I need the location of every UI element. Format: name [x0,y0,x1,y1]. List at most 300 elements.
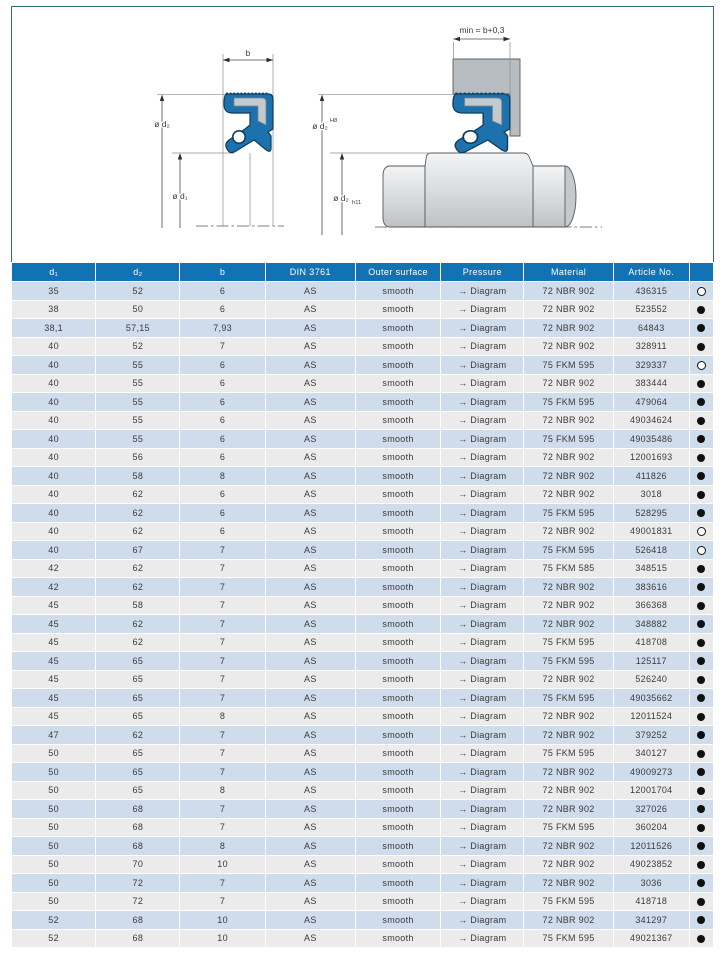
availability-dot [697,713,705,721]
cell-availability [690,412,713,430]
cell-d2: 62 [96,523,179,541]
cell-outer-surface: smooth [356,800,440,818]
cell-material: 72 NBR 902 [524,874,612,892]
cell-d2: 50 [96,301,179,319]
cell-din: AS [266,634,355,652]
cell-pressure[interactable]: → Diagram [441,597,523,615]
table-row [12,837,713,855]
cell-article-no: 383616 [614,578,689,596]
cell-d2: 67 [96,541,179,559]
cell-outer-surface: smooth [356,837,440,855]
cell-outer-surface: smooth [356,449,440,467]
cell-material: 75 FKM 595 [524,652,612,670]
cell-pressure[interactable]: → Diagram [441,430,523,448]
availability-dot [697,435,705,443]
shaft-center-section [425,153,533,227]
availability-dot [697,602,705,610]
cell-d2: 62 [96,634,179,652]
cell-pressure[interactable]: → Diagram [441,393,523,411]
shaft-right-section [533,166,565,227]
header-d1: d₁ [12,263,95,281]
cell-outer-surface: smooth [356,671,440,689]
cell-d1: 50 [12,800,95,818]
cell-d1: 45 [12,597,95,615]
cell-b: 6 [180,523,264,541]
cell-b: 6 [180,393,264,411]
cell-outer-surface: smooth [356,819,440,837]
cell-d2: 62 [96,560,179,578]
cell-material: 75 FKM 595 [524,430,612,448]
cell-din: AS [266,689,355,707]
cell-pressure[interactable]: → Diagram [441,634,523,652]
cell-din: AS [266,597,355,615]
cell-article-no: 327026 [614,800,689,818]
cell-pressure[interactable]: → Diagram [441,874,523,892]
cell-material: 72 NBR 902 [524,449,612,467]
cell-d1: 45 [12,652,95,670]
cell-article-no: 348515 [614,560,689,578]
cell-d2: 62 [96,486,179,504]
table-row [12,282,713,300]
seal-cross-section-diagram [12,7,713,261]
cell-article-no: 418718 [614,893,689,911]
cell-article-no: 49023852 [614,856,689,874]
availability-dot [697,935,705,943]
table-row [12,819,713,837]
cell-article-no: 329337 [614,356,689,374]
cell-din: AS [266,504,355,522]
cell-material: 72 NBR 902 [524,523,612,541]
cell-d1: 40 [12,375,95,393]
cell-material: 72 NBR 902 [524,782,612,800]
availability-dot [697,787,705,795]
cell-availability [690,523,713,541]
availability-dot [697,639,705,647]
table-row [12,800,713,818]
dim-label-min: min = b+0,3 [459,25,505,35]
availability-dot [697,694,705,702]
availability-dot [697,657,705,665]
cell-pressure[interactable]: → Diagram [441,504,523,522]
cell-article-no: 436315 [614,282,689,300]
cell-outer-surface: smooth [356,782,440,800]
cell-pressure[interactable]: → Diagram [441,615,523,633]
cell-article-no: 12011526 [614,837,689,855]
table-row [12,671,713,689]
cell-outer-surface: smooth [356,560,440,578]
dim-label-d2h8: ø d₂ [312,121,328,131]
cell-d1: 45 [12,671,95,689]
availability-dot [697,879,705,887]
cell-material: 75 FKM 595 [524,634,612,652]
cell-material: 75 FKM 595 [524,356,612,374]
availability-dot [697,380,705,388]
cell-outer-surface: smooth [356,504,440,522]
cell-b: 8 [180,782,264,800]
cell-material: 72 NBR 902 [524,375,612,393]
availability-dot [697,491,705,499]
cell-outer-surface: smooth [356,652,440,670]
dim-label-d1-left: ø d₁ [172,191,188,201]
table-row [12,856,713,874]
table-row [12,726,713,744]
table-row [12,893,713,911]
cell-b: 7 [180,634,264,652]
cell-outer-surface: smooth [356,319,440,337]
cell-outer-surface: smooth [356,541,440,559]
cell-availability [690,856,713,874]
cell-material: 72 NBR 902 [524,763,612,781]
availability-dot [697,620,705,628]
cell-article-no: 360204 [614,819,689,837]
cell-pressure[interactable]: → Diagram [441,319,523,337]
cell-material: 75 FKM 595 [524,893,612,911]
cell-availability [690,375,713,393]
cell-availability [690,671,713,689]
cell-outer-surface: smooth [356,615,440,633]
cell-outer-surface: smooth [356,523,440,541]
cell-availability [690,449,713,467]
cell-article-no: 12001693 [614,449,689,467]
table-row [12,467,713,485]
cell-material: 72 NBR 902 [524,319,612,337]
cell-availability [690,578,713,596]
cell-d2: 65 [96,745,179,763]
cell-material: 72 NBR 902 [524,486,612,504]
cell-outer-surface: smooth [356,282,440,300]
table-row [12,523,713,541]
cell-pressure[interactable]: → Diagram [441,523,523,541]
availability-dot [697,583,705,591]
table-row [12,393,713,411]
shaft-left-section [383,166,425,227]
cell-article-no: 526240 [614,671,689,689]
cell-din: AS [266,893,355,911]
cell-d2: 58 [96,597,179,615]
cell-d1: 50 [12,745,95,763]
cell-d2: 65 [96,763,179,781]
cell-din: AS [266,467,355,485]
availability-dot [697,676,705,684]
cell-b: 7 [180,800,264,818]
dim-tolerance-h11: h11 [352,200,362,206]
cell-b: 7,93 [180,319,264,337]
dim-label-d2-left: ø d₂ [154,119,170,129]
cell-d2: 57,15 [96,319,179,337]
table-row [12,449,713,467]
cell-din: AS [266,430,355,448]
cell-article-no: 341297 [614,911,689,929]
cell-availability [690,819,713,837]
cell-d1: 45 [12,634,95,652]
cell-availability [690,763,713,781]
cell-din: AS [266,874,355,892]
cell-b: 7 [180,338,264,356]
cell-article-no: 49021367 [614,930,689,948]
availability-dot [697,417,705,425]
availability-dot [697,916,705,924]
cell-availability [690,893,713,911]
table-header-row [12,263,713,281]
availability-dot [697,805,705,813]
cell-d2: 62 [96,504,179,522]
cell-d1: 50 [12,819,95,837]
cell-material: 72 NBR 902 [524,597,612,615]
cell-d1: 42 [12,560,95,578]
cell-outer-surface: smooth [356,375,440,393]
cell-pressure[interactable]: → Diagram [441,338,523,356]
cell-din: AS [266,301,355,319]
cell-pressure[interactable]: → Diagram [441,689,523,707]
cell-d1: 40 [12,412,95,430]
cell-article-no: 125117 [614,652,689,670]
cell-pressure[interactable]: → Diagram [441,819,523,837]
cell-availability [690,911,713,929]
cell-pressure[interactable]: → Diagram [441,578,523,596]
cell-d2: 62 [96,726,179,744]
cell-din: AS [266,652,355,670]
availability-dot [697,509,705,517]
cell-availability [690,338,713,356]
cell-material: 72 NBR 902 [524,615,612,633]
cell-availability [690,800,713,818]
cell-din: AS [266,282,355,300]
cell-availability [690,560,713,578]
cell-article-no: 328911 [614,338,689,356]
cell-outer-surface: smooth [356,856,440,874]
cell-din: AS [266,930,355,948]
cell-article-no: 12001704 [614,782,689,800]
cell-d1: 52 [12,930,95,948]
cell-article-no: 348882 [614,615,689,633]
cell-din: AS [266,745,355,763]
availability-dot [697,527,706,536]
cell-d2: 65 [96,782,179,800]
availability-dot [697,546,706,555]
cell-material: 72 NBR 902 [524,412,612,430]
cell-outer-surface: smooth [356,467,440,485]
cell-pressure[interactable]: → Diagram [441,745,523,763]
cell-d2: 56 [96,449,179,467]
cell-b: 8 [180,467,264,485]
cell-din: AS [266,486,355,504]
cell-pressure[interactable]: → Diagram [441,671,523,689]
table-row [12,560,713,578]
cell-outer-surface: smooth [356,634,440,652]
cell-din: AS [266,338,355,356]
seal-profile-right [453,93,510,152]
cell-availability [690,634,713,652]
cell-d1: 40 [12,504,95,522]
cell-pressure[interactable]: → Diagram [441,541,523,559]
cell-availability [690,782,713,800]
cell-b: 7 [180,578,264,596]
availability-dot [697,324,705,332]
availability-dot [697,343,705,351]
cell-material: 72 NBR 902 [524,800,612,818]
cell-d1: 35 [12,282,95,300]
cell-d2: 68 [96,911,179,929]
cell-outer-surface: smooth [356,597,440,615]
cell-b: 6 [180,430,264,448]
cell-pressure[interactable]: → Diagram [441,782,523,800]
cell-pressure[interactable]: → Diagram [441,726,523,744]
cell-pressure[interactable]: → Diagram [441,301,523,319]
cell-b: 6 [180,375,264,393]
cell-pressure[interactable]: → Diagram [441,449,523,467]
cell-outer-surface: smooth [356,393,440,411]
cell-b: 7 [180,893,264,911]
availability-dot [697,731,705,739]
cell-article-no: 64843 [614,319,689,337]
cell-pressure[interactable]: → Diagram [441,560,523,578]
cell-material: 75 FKM 595 [524,393,612,411]
cell-din: AS [266,671,355,689]
cell-availability [690,745,713,763]
cell-material: 72 NBR 902 [524,856,612,874]
cell-b: 7 [180,874,264,892]
cell-material: 75 FKM 595 [524,930,612,948]
cell-pressure[interactable]: → Diagram [441,763,523,781]
cell-d1: 50 [12,763,95,781]
table-row [12,615,713,633]
cell-din: AS [266,782,355,800]
cell-b: 7 [180,597,264,615]
cell-d2: 65 [96,689,179,707]
cell-pressure[interactable]: → Diagram [441,375,523,393]
right-diagram [312,25,602,235]
cell-din: AS [266,541,355,559]
cell-b: 6 [180,356,264,374]
cell-pressure[interactable]: → Diagram [441,708,523,726]
cell-material: 72 NBR 902 [524,301,612,319]
availability-dot [697,861,705,869]
cell-d1: 45 [12,708,95,726]
cell-availability [690,430,713,448]
table-row [12,930,713,948]
cell-material: 72 NBR 902 [524,338,612,356]
cell-article-no: 49035486 [614,430,689,448]
cell-article-no: 340127 [614,745,689,763]
cell-availability [690,319,713,337]
cell-d2: 55 [96,412,179,430]
table-row [12,652,713,670]
cell-availability [690,486,713,504]
cell-b: 7 [180,671,264,689]
cell-din: AS [266,412,355,430]
cell-d2: 65 [96,652,179,670]
cell-pressure[interactable]: → Diagram [441,486,523,504]
cell-d2: 70 [96,856,179,874]
cell-b: 10 [180,930,264,948]
cell-article-no: 366368 [614,597,689,615]
cell-pressure[interactable]: → Diagram [441,837,523,855]
cell-d1: 38 [12,301,95,319]
cell-article-no: 49001831 [614,523,689,541]
cell-d1: 40 [12,430,95,448]
cell-din: AS [266,578,355,596]
cell-b: 7 [180,689,264,707]
cell-outer-surface: smooth [356,745,440,763]
cell-availability [690,837,713,855]
cell-availability [690,393,713,411]
cell-pressure[interactable]: → Diagram [441,282,523,300]
cell-b: 7 [180,615,264,633]
cell-outer-surface: smooth [356,893,440,911]
cell-din: AS [266,708,355,726]
cell-material: 72 NBR 902 [524,578,612,596]
header-pressure: Pressure [441,263,523,281]
cell-pressure[interactable]: → Diagram [441,412,523,430]
cell-b: 7 [180,541,264,559]
cell-availability [690,726,713,744]
table-row [12,578,713,596]
availability-dot [697,398,705,406]
cell-pressure[interactable]: → Diagram [441,800,523,818]
table-row [12,708,713,726]
cell-b: 10 [180,856,264,874]
cell-b: 6 [180,412,264,430]
cell-d1: 50 [12,874,95,892]
cell-d1: 47 [12,726,95,744]
table-row [12,763,713,781]
seal-profile-left [224,93,273,152]
cell-availability [690,541,713,559]
cell-article-no: 12011524 [614,708,689,726]
cell-pressure[interactable]: → Diagram [441,356,523,374]
cell-outer-surface: smooth [356,708,440,726]
cell-material: 72 NBR 902 [524,467,612,485]
cell-pressure[interactable]: → Diagram [441,911,523,929]
cell-din: AS [266,375,355,393]
availability-dot [697,824,705,832]
table-row [12,375,713,393]
cell-pressure[interactable]: → Diagram [441,467,523,485]
cell-article-no: 479064 [614,393,689,411]
cell-din: AS [266,356,355,374]
cell-b: 6 [180,449,264,467]
cell-article-no: 411826 [614,467,689,485]
cell-material: 75 FKM 595 [524,745,612,763]
cell-d2: 52 [96,282,179,300]
header-material: Material [524,263,612,281]
table-row [12,689,713,707]
cell-pressure[interactable]: → Diagram [441,930,523,948]
cell-d2: 68 [96,819,179,837]
cell-pressure[interactable]: → Diagram [441,652,523,670]
cell-availability [690,467,713,485]
cell-article-no: 526418 [614,541,689,559]
header-availability [690,263,713,281]
cell-outer-surface: smooth [356,689,440,707]
cell-outer-surface: smooth [356,356,440,374]
cell-d1: 45 [12,615,95,633]
cell-pressure[interactable]: → Diagram [441,893,523,911]
availability-dot [697,898,705,906]
cell-article-no: 49034624 [614,412,689,430]
availability-dot [697,842,705,850]
cell-availability [690,597,713,615]
header-outer-surface: Outer surface [356,263,440,281]
cell-din: AS [266,763,355,781]
cell-outer-surface: smooth [356,578,440,596]
cell-b: 7 [180,763,264,781]
cell-pressure[interactable]: → Diagram [441,856,523,874]
cell-d1: 52 [12,911,95,929]
cell-b: 7 [180,652,264,670]
cell-d2: 68 [96,800,179,818]
cell-availability [690,301,713,319]
